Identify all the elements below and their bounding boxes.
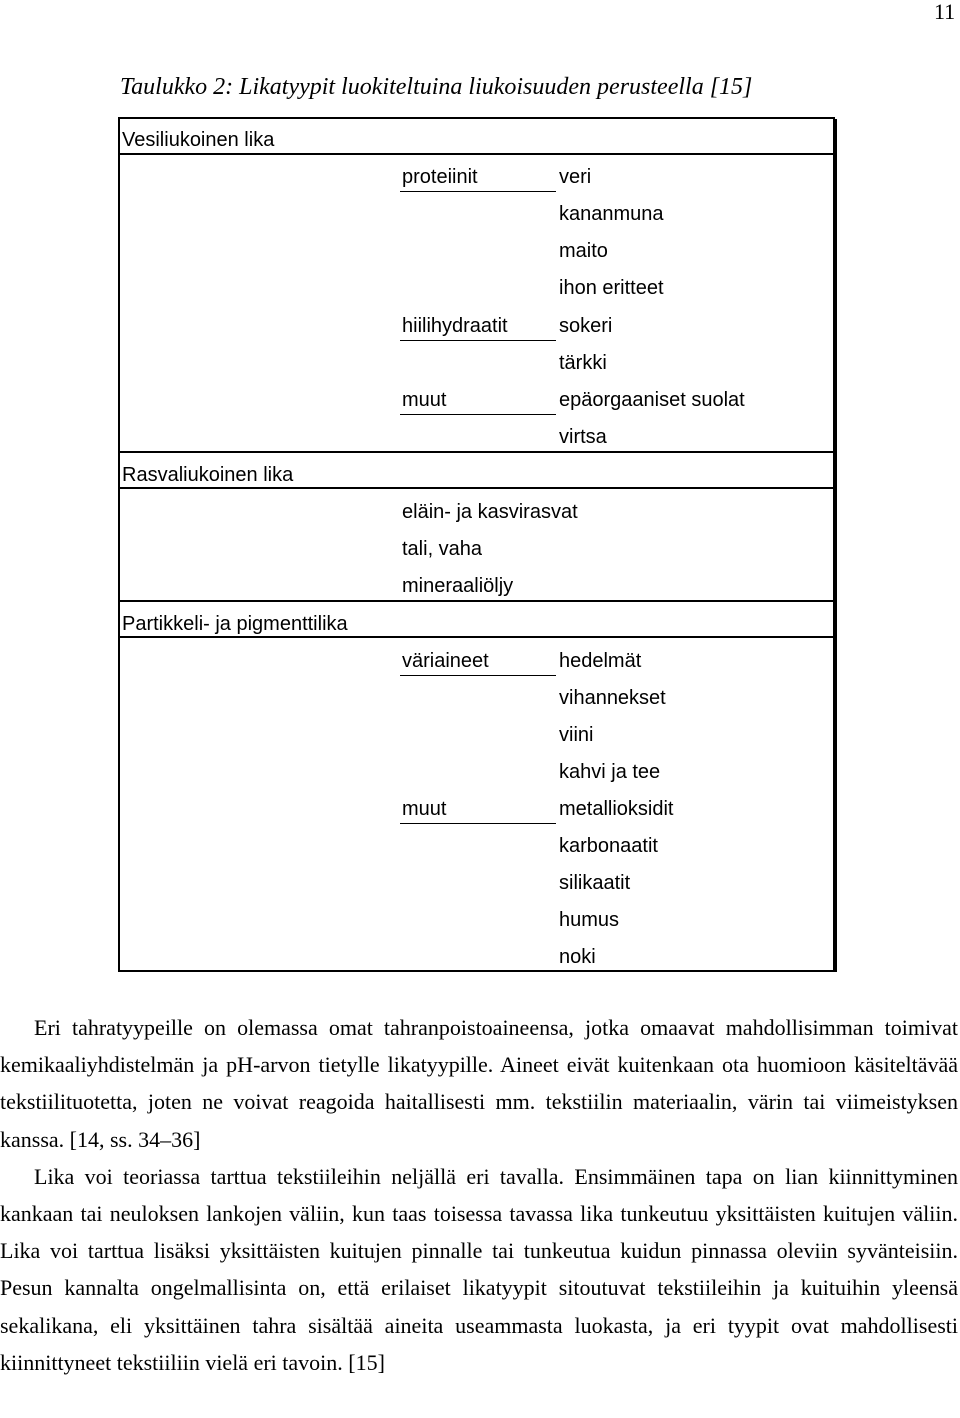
section-divider: [120, 153, 835, 155]
group-item: kahvi ja tee: [559, 761, 661, 783]
group-item: veri: [559, 166, 592, 188]
title-row-edge: [835, 119, 837, 972]
group-item: humus: [559, 909, 620, 931]
group-item: silikaatit: [559, 872, 631, 894]
section-divider: [120, 451, 835, 453]
group-item: viini: [559, 724, 594, 746]
section-title-partikkeli: Partikkeli- ja pigmenttilika: [122, 613, 348, 635]
group-name: muut: [402, 389, 447, 411]
group-item: kananmuna: [559, 203, 664, 225]
section-line: mineraaliöljy: [402, 575, 514, 597]
group-underline: [400, 191, 556, 192]
group-item: maito: [559, 240, 608, 262]
group-item: sokeri: [559, 315, 613, 337]
section-divider: [120, 636, 835, 638]
group-item: noki: [559, 946, 596, 968]
group-name: muut: [402, 798, 447, 820]
group-underline: [400, 340, 556, 341]
group-item: hedelmät: [559, 650, 642, 672]
section-line: eläin- ja kasvirasvat: [402, 501, 578, 523]
section-line: tali, vaha: [402, 538, 483, 560]
section-title-vesiliukoinen: Vesiliukoinen lika: [122, 129, 275, 151]
group-item: epäorgaaniset suolat: [559, 389, 745, 411]
group-item: virtsa: [559, 426, 607, 448]
section-title-rasvaliukoinen: Rasvaliukoinen lika: [122, 464, 294, 486]
group-item: vihannekset: [559, 687, 666, 709]
table-caption: Taulukko 2: Likatyypit luokiteltuina liukoisuuden perusteella [15]: [120, 74, 753, 100]
group-item: ihon eritteet: [559, 277, 664, 299]
group-item: metallioksidit: [559, 798, 674, 820]
group-name: hiilihydraatit: [402, 315, 508, 337]
soil-type-table: [118, 117, 835, 972]
section-divider: [120, 600, 835, 602]
group-name: proteiinit: [402, 166, 478, 188]
group-name: väriaineet: [402, 650, 489, 672]
group-underline: [400, 675, 556, 676]
body-text: [0, 1009, 958, 1381]
section-divider: [120, 487, 835, 489]
page-number: 11: [934, 0, 956, 24]
group-underline: [400, 823, 556, 824]
paragraph: Eri tahratyypeille on olemassa omat tahranpoistoaineensa, jotka omaavat mahdollisimman toimivat kemikaaliyhdistelmän ja pH-arvon tietylle likatyypille. Aineet eivät kuitenkaan ota huomioon käsiteltävää tekstiilituotetta, joten ne voivat reagoida haitallisesti mm. tekstiilin materiaalin, värin tai viimeistyksen kanssa. [14, ss. 34–36]: [0, 1015, 958, 1152]
group-item: tärkki: [559, 352, 607, 374]
group-item: karbonaatit: [559, 835, 658, 857]
group-underline: [400, 414, 556, 415]
paragraph: Lika voi teoriassa tarttua tekstiileihin neljällä eri tavalla. Ensimmäinen tapa on lian kiinnittyminen kankaan tai neuloksen lankojen väliin, kun taas toisessa tavassa lika tunkeutuu yksittäisten kuitujen väliin. Lika voi tarttua lisäksi yksittäisten kuitujen pinnalle tai tunkeutua kuidun pinnassa oleviin syvänteisiin. Pesun kannalta ongelmallisinta on, että erilaiset likatyypit sitoutuvat tekstiileihin ja kuituihin yleensä sekalikana, eli yksittäinen tahra sisältää aineita useammasta luokasta, ja eri tyypit ovat mahdollisesti kiinnittyneet tekstiiliin vielä eri tavoin. [15]: [0, 1163, 958, 1375]
